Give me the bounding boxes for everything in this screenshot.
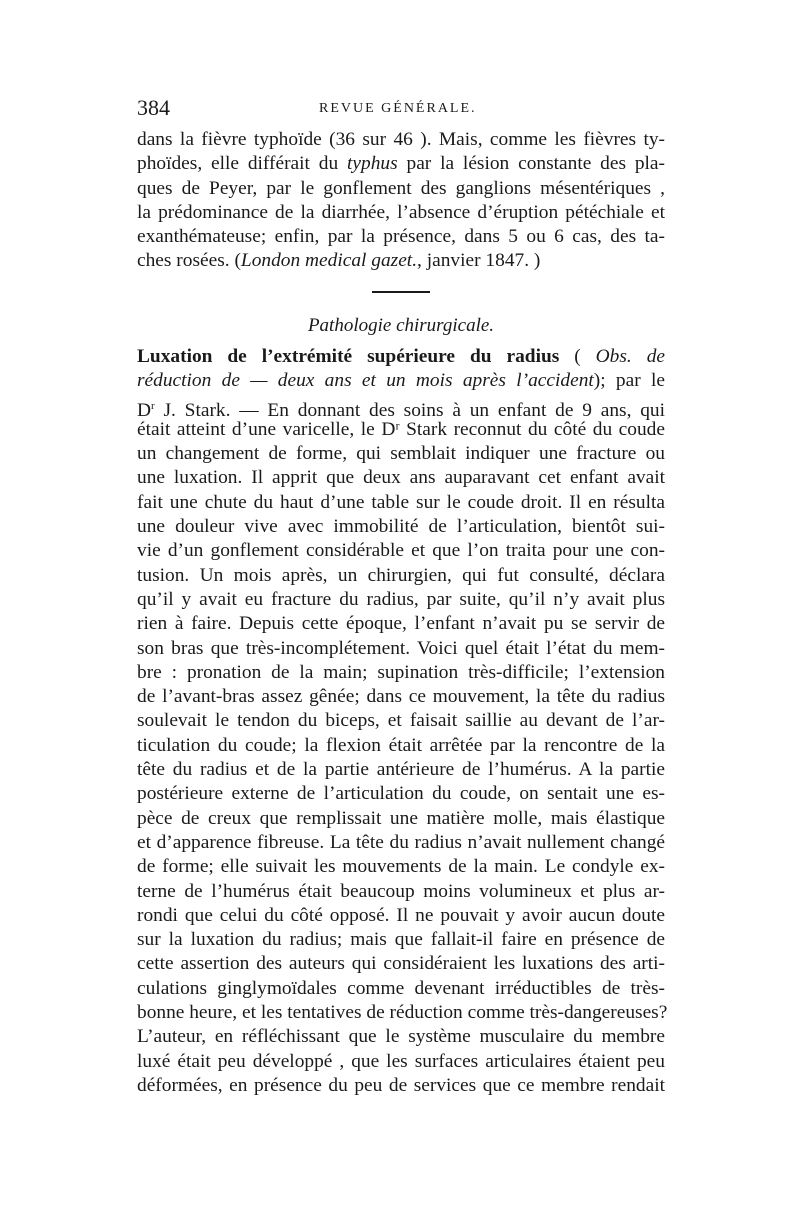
text-line: qu’il y avait eu fracture du radius, par suite, qu’il n’y avait plus — [137, 588, 665, 610]
article-body — [137, 345, 668, 1098]
text-line: ches rosées. (London medical gazet., janvier 1847. ) — [137, 250, 541, 272]
text-line: luxé était peu développé , que les surfaces articulaires étaient peu — [137, 1050, 665, 1072]
text-line: postérieure externe de l’articulation du coude, on sentait une es- — [137, 783, 665, 805]
text-line: ques de Peyer, par le gonflement des ganglions mésentériques , — [137, 177, 665, 199]
text-line: rondi que celui du côté opposé. Il ne pouvait y avoir aucun doute — [137, 904, 665, 926]
text-line: était atteint d’une varicelle, le Dʳ Stark reconnut du côté du coude — [137, 418, 665, 440]
text-line: phoïdes, elle différait du typhus par la lésion constante des pla- — [137, 153, 665, 175]
section-title: Pathologie chirurgicale. — [307, 315, 495, 336]
text-line: cette assertion des auteurs qui considéraient les luxations des arti- — [137, 953, 665, 975]
text-line: de forme; elle suivait les mouvements de la main. Le condyle ex- — [137, 856, 665, 878]
text-line: tête du radius et de la partie antérieure de l’humérus. A la partie — [137, 759, 665, 781]
page-header — [137, 96, 665, 120]
citation-journal: London medical gazet. — [240, 250, 418, 272]
article-title-line: Luxation de l’extrémité supérieure du radius ( Obs. de — [137, 346, 666, 367]
text-line: réduction de — deux ans et un mois après l’accident); par le — [137, 370, 665, 392]
text-line: soulevait le tendon du biceps, et faisait saillie au devant de l’ar- — [137, 710, 665, 732]
text-line: dans la fièvre typhoïde (36 sur 46 ). Mais, comme les fièvres ty- — [137, 129, 665, 150]
text-line: vie d’un gonflement considérable et que l’on traita pour une con- — [137, 540, 665, 562]
text-line: pèce de creux que remplissait une matière molle, mais élastique — [137, 807, 665, 829]
text-line: terne de l’humérus était beaucoup moins volumineux et plus ar- — [137, 880, 665, 902]
text-line: une douleur vive avec immobilité de l’articulation, bientôt sui- — [137, 516, 665, 538]
text-line: un changement de forme, qui semblait indiquer une fracture ou — [137, 443, 665, 465]
text-line: L’auteur, en réfléchissant que le système musculaire du membre — [137, 1026, 665, 1048]
text-line: $D^r$ J. Stark. — En donnant des soins à un enfant de 9 ans, qui — [137, 399, 665, 421]
first-paragraph — [137, 128, 665, 274]
italic-term: typhus — [347, 153, 398, 175]
text-line: fait une chute du haut d’une table sur le coude droit. Il en résulta — [137, 491, 665, 513]
text-line: rien à faire. Depuis cette époque, l’enfant n’avait pu se servir de — [137, 613, 665, 635]
article-title: Luxation de l’extrémité supérieure du radius — [137, 346, 560, 367]
text-line: tusion. Un mois après, un chirurgien, qui fut consulté, déclara — [137, 564, 665, 586]
text-line: culations ginglymoïdales comme devenant irréductibles de très- — [137, 977, 665, 999]
text-line: exanthémateuse; enfin, par la présence, dans 5 ou 6 cas, des ta- — [137, 226, 665, 248]
text-line: la prédominance de la diarrhée, l’absence d’éruption pétéchiale et — [137, 201, 665, 223]
text-line: sur la luxation du radius; mais que fallait-il faire en présence de — [137, 929, 665, 951]
page-number: 384 — [137, 95, 170, 120]
text-line: bre : pronation de la main; supination très-difficile; l’extension — [137, 661, 665, 683]
text-line: déformées, en présence du peu de services que ce membre rendait — [137, 1074, 665, 1096]
running-head: REVUE GÉNÉRALE. — [319, 101, 477, 116]
text-line: son bras que très-incomplétement. Voici quel était l’état du mem- — [137, 637, 665, 659]
section-divider — [372, 291, 430, 293]
text-line: de l’avant-bras assez gênée; dans ce mouvement, la tête du radius — [137, 686, 665, 708]
text-line: bonne heure, et les tentatives de réduction comme très-dangereuses? — [137, 1002, 668, 1024]
text-line: ticulation du coude; la flexion était arrêtée par la rencontre de la — [137, 734, 665, 756]
text-line: et d’apparence fibreuse. La tête du radius n’avait nullement changé — [137, 831, 665, 853]
text-line: une luxation. Il apprit que deux ans auparavant cet enfant avait — [137, 467, 665, 489]
